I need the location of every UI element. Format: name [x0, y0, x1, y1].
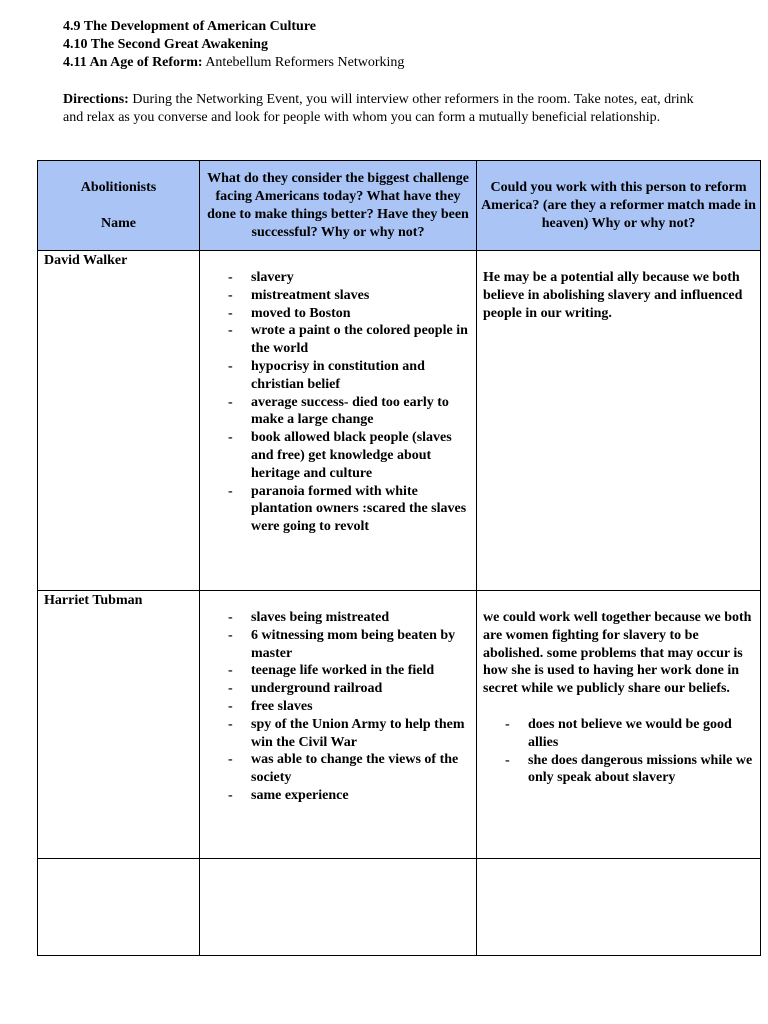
- bullet-dash: -: [228, 394, 233, 410]
- section-title-4-11-label: 4.11 An Age of Reform:: [63, 55, 203, 70]
- bullet-dash: -: [228, 681, 233, 697]
- header-reform-label: Could you work with this person to reform America? (are they a reformer match made in heaven) Why or why not?: [481, 179, 756, 231]
- list-item: - paranoia formed with white plantation owners :scared the slaves were going to revolt: [228, 483, 467, 535]
- list-item: - she does dangerous missions while we only speak about slavery: [505, 752, 753, 786]
- bullet-dash: -: [228, 323, 233, 339]
- list-item: - mistreatment slaves: [228, 287, 370, 303]
- bullet-dash: -: [505, 752, 510, 768]
- list-item: - spy of the Union Army to help them win the Civil War: [228, 716, 465, 750]
- reform-response: we could work well together because we both are women fighting for slavery to be abolished. some problems that may occur is how she is used to having her work done in secret while we publicly share our beliefs.: [483, 610, 752, 697]
- bullet-dash: -: [228, 716, 233, 732]
- directions-label: Directions:: [63, 92, 129, 107]
- name-cell[interactable]: [38, 591, 200, 859]
- bullet-dash: -: [228, 483, 233, 499]
- abolitionist-name: David Walker: [44, 253, 128, 268]
- reform-cell[interactable]: [477, 251, 761, 591]
- reform-cell[interactable]: [477, 591, 761, 859]
- list-item: - book allowed black people (slaves and free) get knowledge about heritage and culture: [228, 430, 452, 481]
- list-item: - average success- died too early to make a large change: [228, 394, 449, 428]
- list-item: - does not believe we would be good allies: [505, 716, 732, 750]
- section-title-4-9: 4.9 The Development of American Culture: [63, 19, 317, 34]
- bullet-dash: -: [228, 305, 233, 321]
- list-item: - teenage life worked in the field: [228, 663, 435, 679]
- bullet-dash: -: [228, 698, 233, 714]
- list-item: - wrote a paint o the colored people in the world: [228, 323, 468, 357]
- list-item: - moved to Boston: [228, 305, 351, 321]
- bullet-dash: -: [228, 610, 233, 625]
- header-cell-reform: [477, 161, 761, 251]
- list-item: - was able to change the views of the society: [228, 752, 459, 786]
- abolitionist-name: Harriet Tubman: [44, 593, 143, 608]
- header-cell-challenge: [200, 161, 477, 251]
- notes-list: [200, 269, 476, 536]
- list-item: - free slaves: [228, 698, 313, 714]
- reform-points-list: [477, 716, 760, 787]
- list-item: - slavery: [228, 270, 294, 285]
- bullet-dash: -: [228, 430, 233, 446]
- notes-list: [200, 609, 476, 805]
- bullet-dash: -: [228, 270, 233, 285]
- notes-cell[interactable]: [200, 251, 477, 591]
- notes-cell[interactable]: [200, 591, 477, 859]
- header-abolitionists-label: Abolitionists: [80, 179, 157, 195]
- reform-cell[interactable]: [477, 859, 761, 956]
- bullet-dash: -: [228, 663, 233, 679]
- table-header-row: [38, 161, 761, 251]
- list-item: - 6 witnessing mom being beaten by master: [228, 627, 456, 661]
- bullet-dash: -: [505, 716, 510, 732]
- document-header: [63, 18, 404, 72]
- bullet-dash: -: [228, 287, 233, 303]
- directions-text: During the Networking Event, you will interview other reformers in the room. Take notes, eat, drink and relax as you converse and look for people with whom you can form a mutually beneficial relationship.: [63, 92, 694, 125]
- header-name-label: Name: [101, 215, 136, 231]
- list-item: - hypocrisy in constitution and christian belief: [228, 358, 425, 392]
- bullet-dash: -: [228, 752, 233, 768]
- list-item: - same experience: [228, 787, 349, 803]
- bullet-dash: -: [228, 358, 233, 374]
- directions-paragraph: [63, 91, 703, 126]
- table-row: [38, 251, 761, 591]
- bullet-dash: -: [228, 627, 233, 643]
- list-item: - underground railroad: [228, 681, 383, 697]
- header-challenge-label: What do they consider the biggest challenge facing Americans today? What have they done to make things better? Have they been successful? Why or why not?: [207, 170, 469, 240]
- name-cell[interactable]: [38, 251, 200, 591]
- networking-table: [37, 160, 761, 956]
- table-row-empty: [38, 859, 761, 956]
- table-row: [38, 591, 761, 859]
- bullet-dash: -: [228, 787, 233, 803]
- section-title-4-11-subtitle: Antebellum Reformers Networking: [202, 55, 405, 70]
- section-title-4-10: 4.10 The Second Great Awakening: [63, 37, 268, 52]
- notes-cell[interactable]: [200, 859, 477, 956]
- list-item: - slaves being mistreated: [228, 610, 390, 625]
- name-cell[interactable]: [38, 859, 200, 956]
- header-cell-abolitionists: [38, 161, 200, 251]
- reform-response: He may be a potential ally because we both believe in abolishing slavery and influenced people in our writing.: [483, 270, 743, 321]
- section-title-4-11: [63, 54, 404, 72]
